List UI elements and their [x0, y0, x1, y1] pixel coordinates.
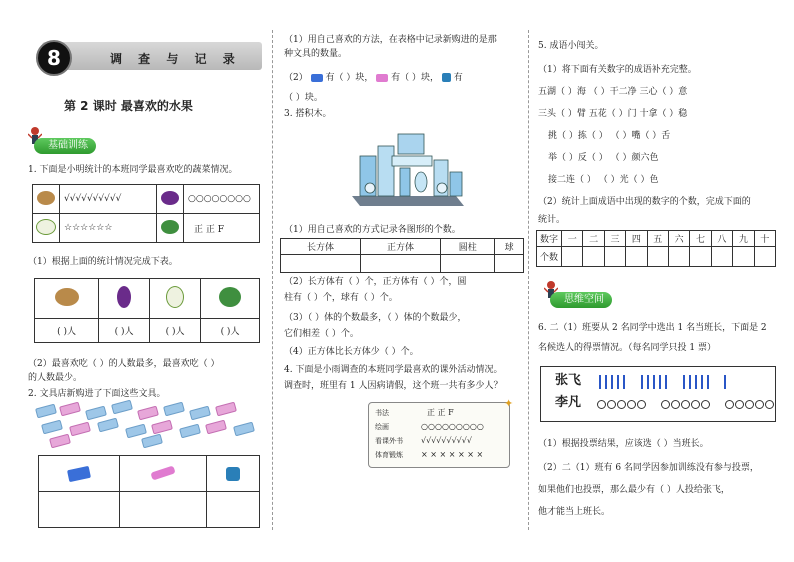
tally-row1-b: ○○○○○○○○ — [184, 185, 260, 214]
activity-mark-4: × × × × × × × — [421, 450, 484, 459]
eggplant-icon — [161, 191, 179, 205]
header-cuboid: 长方体 — [281, 239, 361, 255]
eggplant-img — [99, 279, 150, 319]
digit-count-8[interactable] — [711, 247, 732, 267]
unit-title: 调 查 与 记 录 — [110, 52, 241, 66]
q1-result-table — [34, 278, 260, 343]
q5-sub1: （1）将下面有关数字的成语补充完整。 — [538, 65, 697, 75]
sharpener-icon — [226, 467, 240, 481]
candidate-1-votes — [599, 375, 730, 393]
q6-sub2b: 如果他们也投票，那么最少有（ ）人投给张飞， — [538, 485, 730, 495]
potato-icon — [37, 191, 55, 205]
tally-row2-a: ☆☆☆☆☆☆ — [60, 214, 157, 243]
count-cell-1[interactable]: ( )人 — [35, 319, 99, 343]
q3-sub1: （1）用自己喜欢的方式记录各图形的个数。 — [284, 225, 461, 235]
digit-count-1[interactable] — [562, 247, 583, 267]
q2-sub2d: 有 — [453, 73, 463, 83]
pink-eraser-count-cell[interactable] — [119, 492, 207, 528]
q2-sub1a: （1）用自己喜欢的方法，在表格中记录新购进的是那 — [284, 35, 497, 45]
cabbage-icon — [161, 220, 179, 234]
q3-text: 3. 搭积木。 — [284, 109, 332, 119]
star-icon: ✦ — [504, 397, 514, 410]
q5-digit-table — [536, 230, 776, 267]
q2-sub2c: 有（ ）块， — [391, 73, 439, 83]
digit-1: 一 — [562, 231, 583, 247]
sphere-count-cell[interactable] — [495, 255, 524, 273]
q5-sub2b: 统计。 — [538, 215, 566, 225]
tally-row2-b: 正 正 F — [184, 214, 260, 243]
q3-sub2b: 柱有（ ）个，球有（ ）个。 — [284, 293, 398, 303]
candidate-1: 张飞 — [555, 373, 582, 388]
potato-icon — [55, 288, 79, 306]
count-cell-4[interactable]: ( )人 — [201, 319, 260, 343]
q1-tally-table — [32, 184, 260, 243]
eraser-icon — [67, 465, 91, 481]
q1-sub2b: 的人数最少。 — [28, 373, 83, 383]
cube-count-cell[interactable] — [361, 255, 441, 273]
count-label: 个数 — [537, 247, 562, 267]
pink-eraser-header — [119, 456, 207, 492]
building-blocks-illustration — [346, 126, 466, 212]
vote-result-box — [540, 366, 776, 422]
q3-shape-table — [280, 238, 524, 273]
section-tag-thinking: 思维空间 — [550, 292, 612, 308]
digit-8: 八 — [711, 231, 732, 247]
tally-row1-a: √√√√√√√√√√ — [60, 185, 157, 214]
count-cell-2[interactable]: ( )人 — [99, 319, 150, 343]
candidate-2: 李凡 — [555, 395, 582, 410]
q2-sub2e: （ ）块。 — [284, 93, 323, 103]
cabbage-cell — [157, 214, 184, 243]
digit-4: 四 — [626, 231, 647, 247]
digit-count-6[interactable] — [668, 247, 689, 267]
digit-count-9[interactable] — [733, 247, 754, 267]
q3-sub4: （4）正方体比长方体少（ ）个。 — [284, 347, 419, 357]
header-sphere: 球 — [495, 239, 524, 255]
q6-sub2a: （2）二（1）班有 6 名同学因参加训练没有参与投票， — [538, 463, 759, 473]
q6-sub2c: 他才能当上班长。 — [538, 507, 611, 517]
cabbage-icon — [219, 287, 241, 307]
section-tag-basic: 基础训练 — [34, 138, 96, 154]
q2-sub2a: （2） — [284, 73, 308, 83]
digit-header: 数字 — [537, 231, 562, 247]
q1-sub2a: （2）最喜欢吃（ ）的人数最多，最喜欢吃（ ） — [28, 359, 220, 369]
header-cylinder: 圆柱 — [441, 239, 495, 255]
q6-text-b: 名候选人的得票情况。（每名同学只投 1 票） — [538, 343, 716, 353]
radish-img — [150, 279, 201, 319]
q2-sub1b: 种文具的数量。 — [284, 49, 348, 59]
column-divider-2 — [528, 30, 529, 530]
q3-sub2a: （2）长方体有（ ）个，正方体有（ ）个，圆 — [284, 277, 467, 287]
idiom-line-1: 五湖（ ）海 （ ）干二净 三心（ ）意 — [538, 87, 688, 97]
radish-icon — [166, 286, 184, 308]
idiom-line-2: 三头（ ）臂 五花（ ）门 十拿（ ）稳 — [538, 109, 688, 119]
activity-label-2: 绘画 — [375, 423, 389, 431]
eraser-count-cell[interactable] — [39, 492, 120, 528]
q2-sub2b: 有（ ）块， — [325, 73, 374, 83]
digit-count-7[interactable] — [690, 247, 711, 267]
digit-3: 三 — [604, 231, 625, 247]
q4-activity-card — [368, 402, 510, 468]
digit-count-3[interactable] — [604, 247, 625, 267]
digit-count-4[interactable] — [626, 247, 647, 267]
q2-record-table — [38, 455, 260, 528]
q6-text-a: 6. 二（1）班要从 2 名同学中选出 1 名当班长，下面是 2 — [538, 323, 767, 333]
eggplant-icon — [117, 286, 131, 308]
lesson-title: 第 2 课时 最喜欢的水果 — [64, 99, 193, 113]
potato-img — [35, 279, 99, 319]
sharpener-count-cell[interactable] — [207, 492, 260, 528]
digit-10: 十 — [754, 231, 775, 247]
digit-7: 七 — [690, 231, 711, 247]
q4-text-b: 调查时，班里有 1 人因病请假，这个班一共有多少人？ — [284, 381, 503, 391]
activity-mark-3: √√√√√√√√√√ — [421, 436, 472, 445]
cuboid-count-cell[interactable] — [281, 255, 361, 273]
activity-mark-2: ○○○○○○○○○ — [421, 422, 484, 431]
q6-sub1: （1）根据投票结果，应该选（ ）当班长。 — [538, 439, 709, 449]
q1-sub1: （1）根据上面的统计情况完成下表。 — [28, 257, 178, 267]
cabbage-img — [201, 279, 260, 319]
q5-text: 5. 成语小闯关。 — [538, 41, 604, 51]
q3-sub3b: 它们相差（ ）个。 — [284, 329, 359, 339]
digit-5: 五 — [647, 231, 668, 247]
unit-number-badge: 8 — [36, 40, 72, 76]
stationery-pile — [30, 402, 262, 448]
potato-cell — [33, 185, 60, 214]
idiom-line-3: 挑（ ）拣（ ） （ ）嘴（ ）舌 — [548, 131, 671, 141]
radish-icon — [36, 219, 56, 235]
digit-count-5[interactable] — [647, 247, 668, 267]
q2-sub2-line — [284, 72, 463, 84]
count-cell-3[interactable]: ( )人 — [150, 319, 201, 343]
digit-9: 九 — [733, 231, 754, 247]
eraser-icon — [311, 74, 323, 82]
activity-mark-1: 正 正 F — [427, 408, 454, 417]
candidate-2-votes — [597, 400, 775, 413]
activity-label-1: 书法 — [375, 409, 389, 417]
idiom-line-4: 举（ ）反（ ） （ ）颜六色 — [548, 153, 659, 163]
q2-text: 2. 文具店新购进了下面这些文具。 — [28, 389, 166, 399]
pink-eraser-icon — [376, 74, 388, 82]
digit-2: 二 — [583, 231, 604, 247]
eraser-header — [39, 456, 120, 492]
q3-sub3a: （3）（ ）体的个数最多，（ ）体的个数最少， — [284, 313, 467, 323]
digit-6: 六 — [668, 231, 689, 247]
eggplant-cell — [157, 185, 184, 214]
activity-label-3: 看课外书 — [375, 437, 403, 445]
sharpener-header — [207, 456, 260, 492]
header-cube: 正方体 — [361, 239, 441, 255]
q1-text: 1. 下面是小明统计的本班同学最喜欢吃的蔬菜情况。 — [28, 165, 238, 175]
column-divider-1 — [272, 30, 273, 530]
radish-cell — [33, 214, 60, 243]
activity-label-4: 体育锻炼 — [375, 451, 403, 459]
q4-text-a: 4. 下面是小雨调查的本班同学最喜欢的课外活动情况。 — [284, 365, 503, 375]
sharpener-icon — [442, 73, 451, 82]
digit-count-10[interactable] — [754, 247, 775, 267]
pink-eraser-icon — [150, 465, 175, 480]
digit-count-2[interactable] — [583, 247, 604, 267]
q5-sub2a: （2）统计上面成语中出现的数字的个数，完成下面的 — [538, 197, 751, 207]
cylinder-count-cell[interactable] — [441, 255, 495, 273]
idiom-line-5: 接二连（ ） （ ）光（ ）色 — [548, 175, 659, 185]
